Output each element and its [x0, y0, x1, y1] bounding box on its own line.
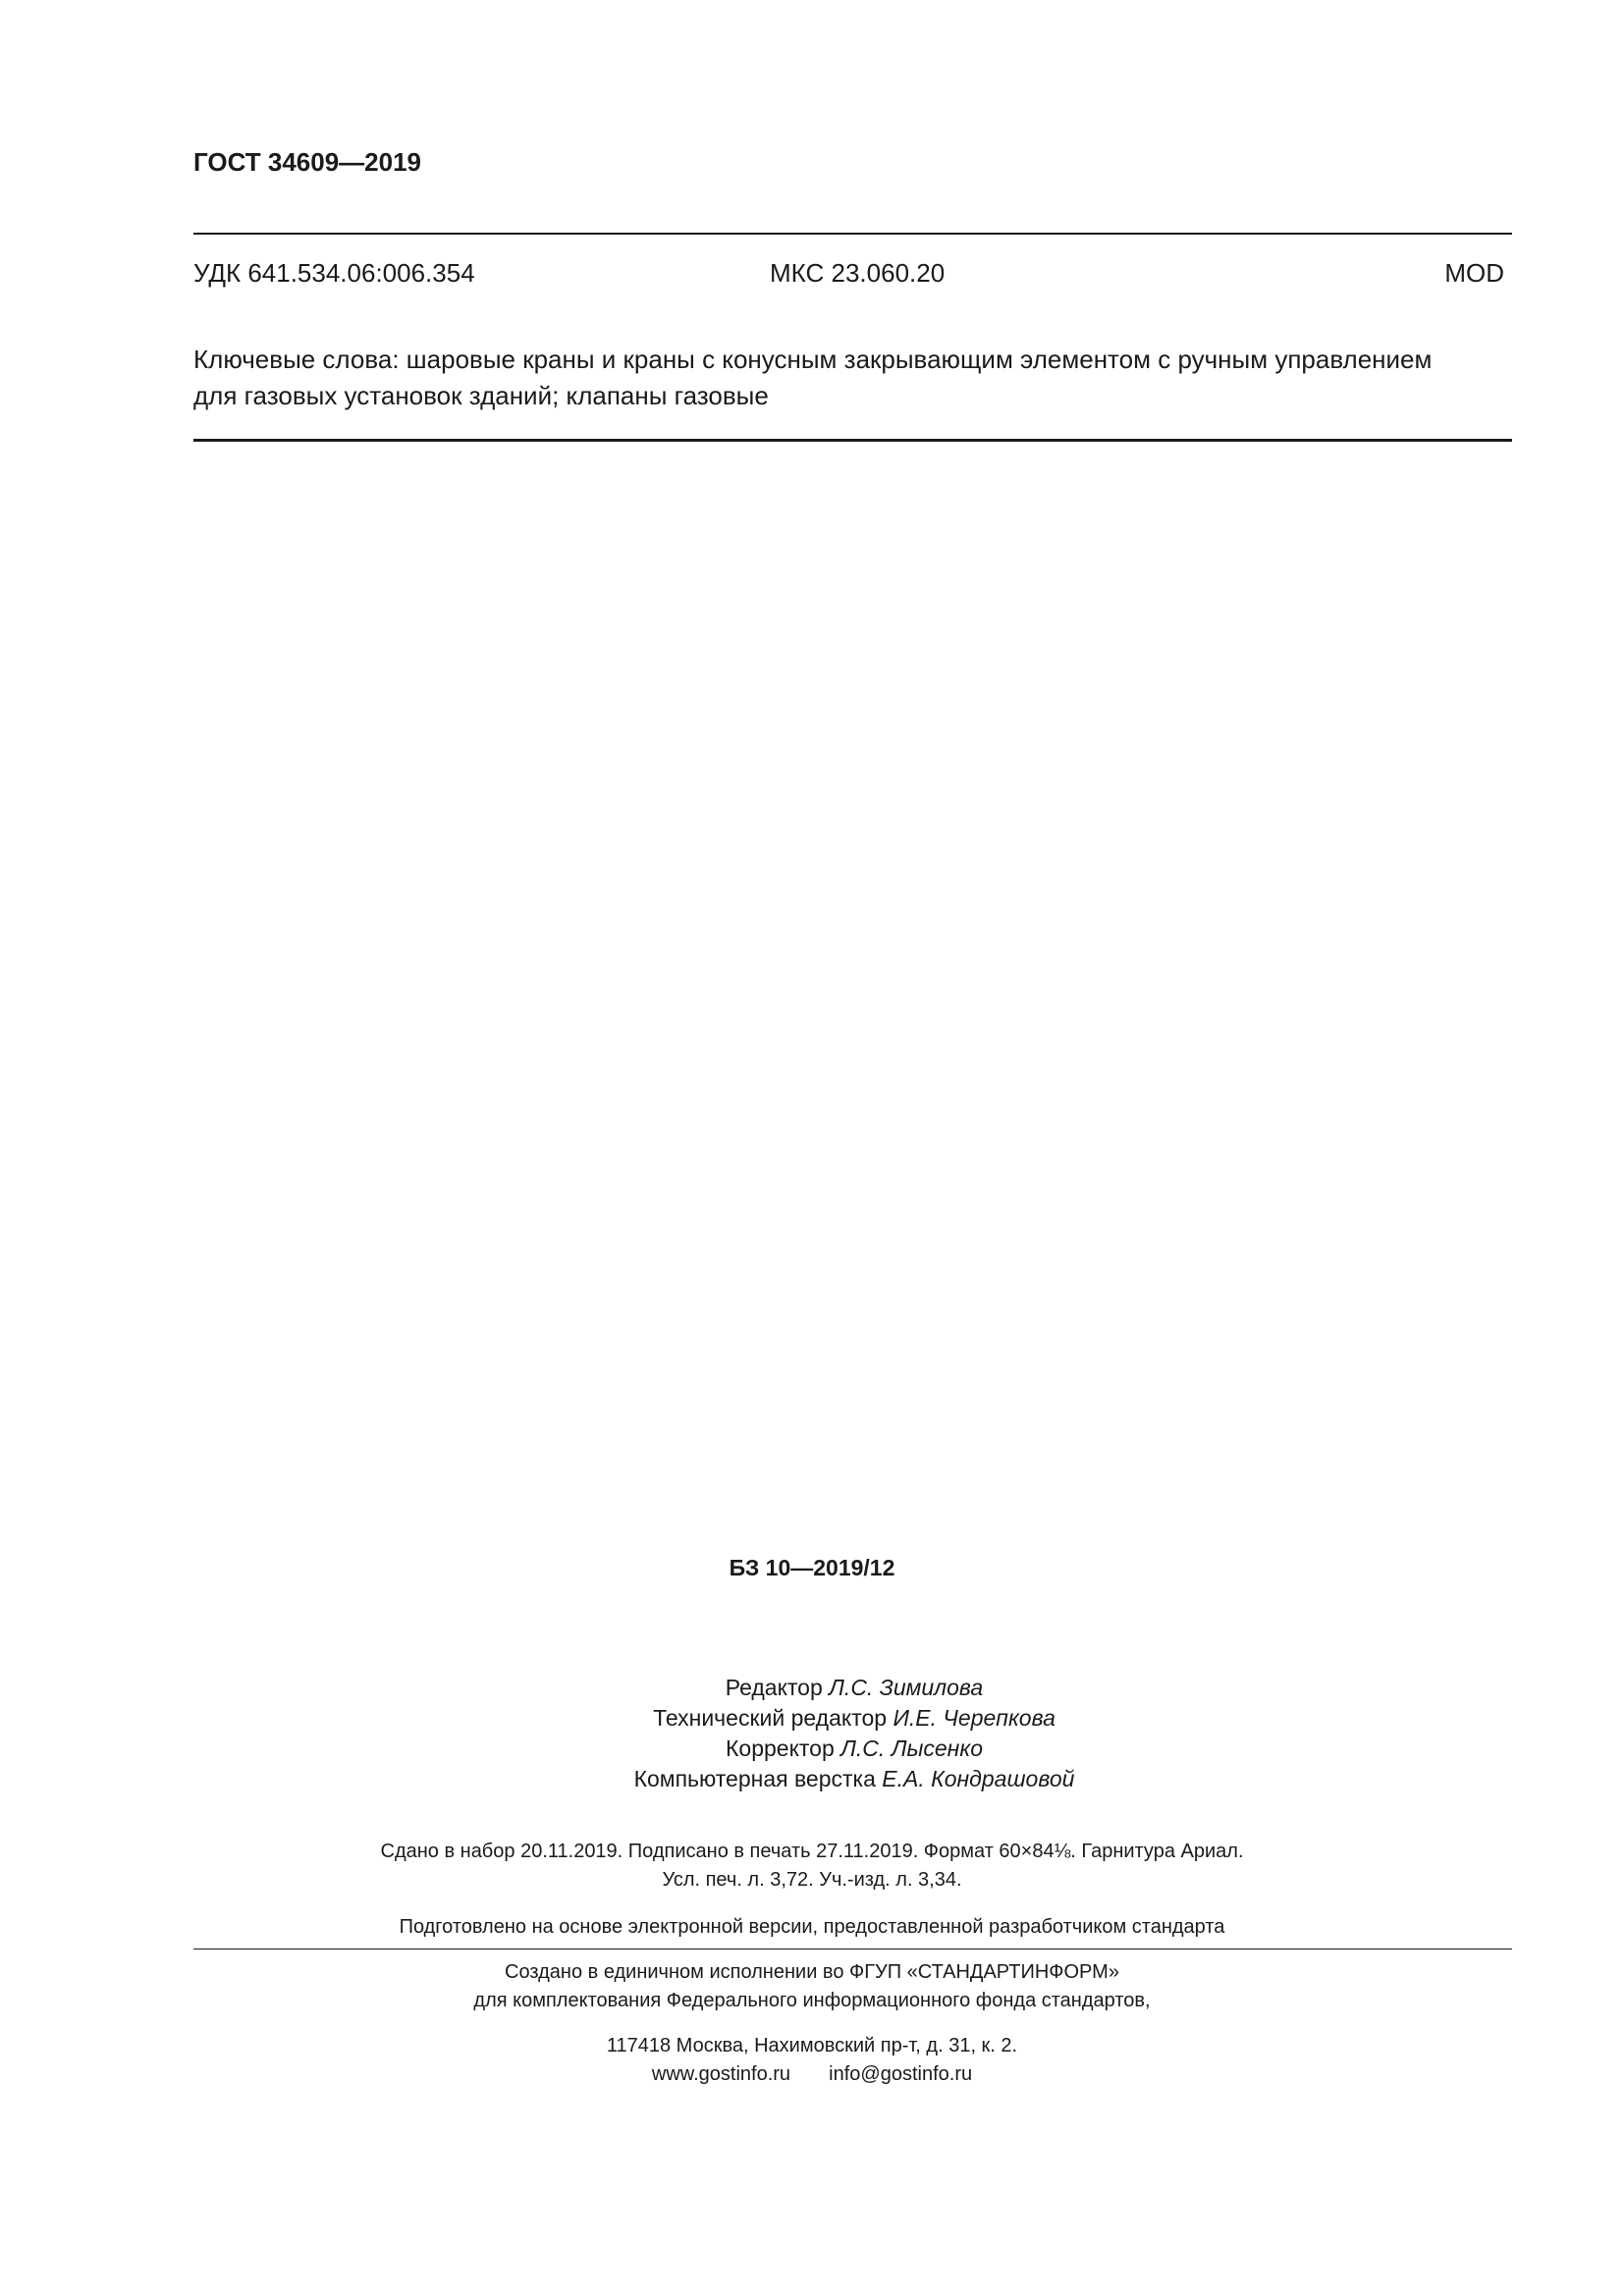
publisher-block — [0, 1958, 1624, 2015]
contact-block — [0, 2032, 1624, 2089]
mod-label: MOD — [1444, 258, 1504, 288]
website-link: www.gostinfo.ru — [651, 2063, 791, 2085]
top-divider — [193, 233, 1512, 235]
credit-name: И.Е. Черепкова — [893, 1705, 1056, 1731]
udk-code: УДК 641.534.06:006.354 — [193, 258, 475, 288]
bz-number: БЗ 10—2019/12 — [729, 1555, 895, 1580]
print-info-line-1: Сдано в набор 20.11.2019. Подписано в печать 27.11.2019. Формат 60×84⅛. Гарнитура Ариал. — [380, 1841, 1244, 1862]
print-info-line-2: Усл. печ. л. 3,72. Уч.-изд. л. 3,34. — [662, 1869, 962, 1891]
publisher-line-2: для комплектования Федерального информационного фонда стандартов, — [473, 1990, 1151, 2011]
credit-role: Корректор — [726, 1735, 835, 1761]
credit-role: Технический редактор — [653, 1705, 888, 1731]
keywords-divider — [193, 439, 1512, 442]
keywords-line-1: Ключевые слова: шаровые краны и краны с конусным закрывающим элементом с ручным управлением — [193, 345, 1433, 374]
publisher-address: 117418 Москва, Нахимовский пр-т, д. 31, к. 2. — [606, 2035, 1018, 2056]
credit-editor — [589, 1673, 1119, 1703]
credits-block — [589, 1673, 1119, 1794]
contact-line — [0, 2060, 1624, 2089]
keywords-line-2: для газовых установок зданий; клапаны газовые — [193, 381, 769, 410]
credit-name: Л.С. Лысенко — [840, 1735, 983, 1761]
document-number: ГОСТ 34609—2019 — [193, 147, 421, 177]
credit-name: Е.А. Кондрашовой — [882, 1766, 1075, 1791]
publisher-line-1: Создано в единичном исполнении во ФГУП «СТАНДАРТИНФОРМ» — [505, 1961, 1119, 1983]
prepared-note: Подготовлено на основе электронной версии, предоставленной разработчиком стандарта — [399, 1916, 1225, 1938]
credit-proofreader — [589, 1734, 1119, 1764]
credit-role: Редактор — [725, 1675, 823, 1700]
credit-name: Л.С. Зимилова — [829, 1675, 984, 1700]
credit-layout — [589, 1764, 1119, 1794]
print-info — [0, 1838, 1624, 1895]
credit-role: Компьютерная верстка — [633, 1766, 876, 1791]
mks-code: МКС 23.060.20 — [770, 258, 946, 288]
email-link: info@gostinfo.ru — [829, 2063, 973, 2085]
credit-tech-editor — [589, 1703, 1119, 1734]
keywords-block — [193, 342, 1519, 414]
